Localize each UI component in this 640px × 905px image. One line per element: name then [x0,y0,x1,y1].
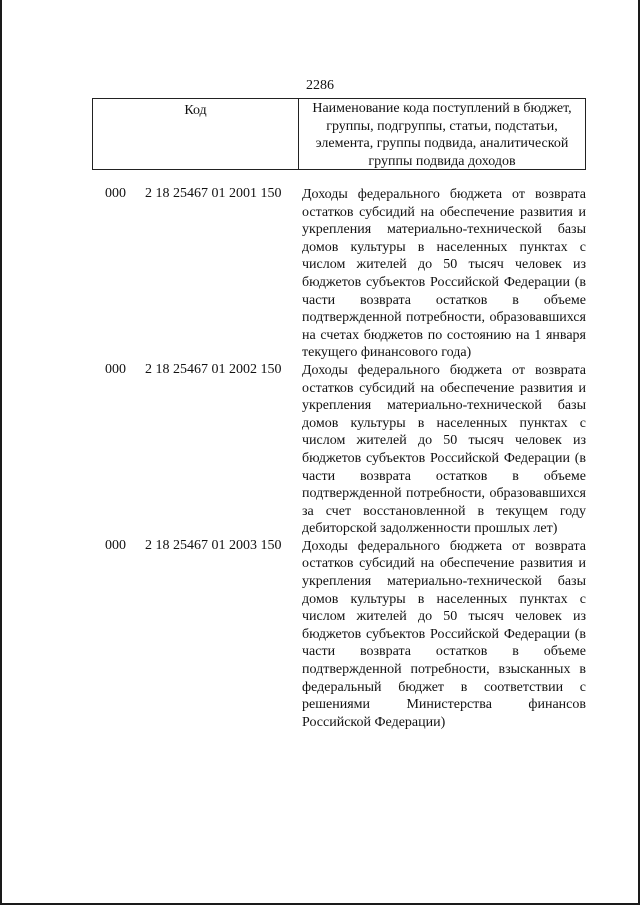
entry-description: Доходы федерального бюджета от возврата остатков субсидий на обеспечение развития и укрепления материально-технической базы домов культуры в населенных пунктах с числом жителей до 50 тысяч человек из бюджетов субъектов Российской Федерации (в части возврата остатков в объеме подтвержденной потребности, образовавшихся на счетах бюджетов по состоянию на 1 января текущего финансового года) [302,187,586,361]
entry-kbk-code: 2 18 25467 01 2001 150 [145,186,282,201]
page-number: 2286 [306,78,334,93]
header-name: Наименование кода поступлений в бюджет, группы, подгруппы, статьи, подстатьи, элемента, группы подвида, аналитической группы подвида доходов [312,101,572,169]
table-header [92,98,586,170]
header-code: Код [93,99,299,169]
entry-kbk-code: 2 18 25467 01 2003 150 [145,537,282,553]
entry-admin-code: 000 [105,186,126,201]
entry-admin-code: 000 [105,361,126,377]
entry-kbk-code: 2 18 25467 01 2002 150 [145,361,282,377]
entries-list [2,186,640,731]
entry-admin-code: 000 [105,537,126,553]
entry-description: Доходы федерального бюджета от возврата остатков субсидий на обеспечение развития и укрепления материально-технической базы домов культуры в населенных пунктах с числом жителей до 50 тысяч человек из бюджетов субъектов Российской Федерации (в части возврата остатков в объеме подтвержденной потребности, взысканных в федеральный бюджет в соответствии с решениями Министерства финансов Российской Федерации) [302,538,586,730]
entry-row [2,186,640,362]
entry-row [2,362,640,538]
entry-description: Доходы федерального бюджета от возврата остатков субсидий на обеспечение развития и укрепления материально-технической базы домов культуры в населенных пунктах с числом жителей до 50 тысяч человек из бюджетов субъектов Российской Федерации (в части возврата остатков в объеме подтвержденной потребности, образовавшихся за счет восстановленной в текущем году дебиторской задолженности прошлых лет) [302,362,586,537]
entry-row [2,538,640,732]
